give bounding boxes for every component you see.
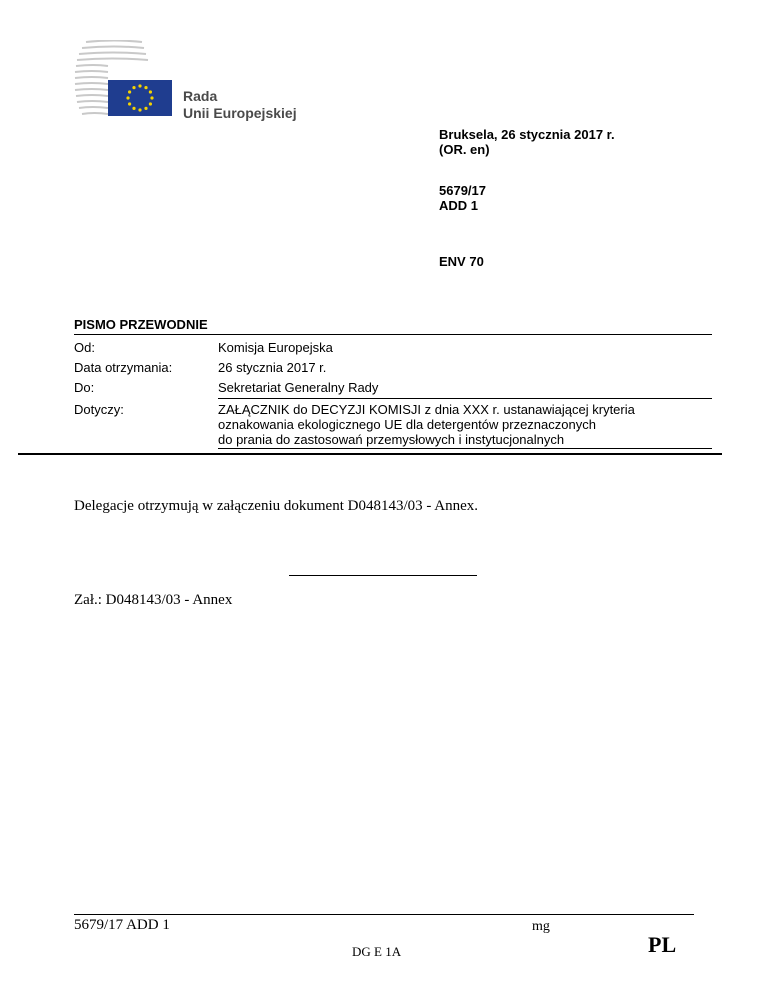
footer-initials: mg xyxy=(532,919,550,934)
council-name-line1: Rada xyxy=(183,88,218,104)
council-name-line2: Unii Europejskiej xyxy=(183,105,297,121)
subject-line: oznakowania ekologicznego UE dla detergentów przeznaczonych xyxy=(218,417,596,432)
footer-rule xyxy=(74,914,694,915)
row-from-value: Komisja Europejska xyxy=(218,340,333,355)
cover-note-title: PISMO PRZEWODNIE xyxy=(74,317,208,332)
header-doc-number: 5679/17 xyxy=(439,183,486,198)
divider xyxy=(18,453,722,455)
enclosure-text: Zał.: D048143/03 - Annex xyxy=(74,592,233,608)
row-received-label: Data otrzymania: xyxy=(74,360,173,375)
footer-language: PL xyxy=(648,932,677,957)
subject-line: ZAŁĄCZNIK do DECYZJI KOMISJI z dnia XXX r. ustanawiającej kryteria xyxy=(218,402,635,417)
row-from-label: Od: xyxy=(74,340,95,355)
footer-doc-code: 5679/17 ADD 1 xyxy=(74,917,170,933)
header-addendum: ADD 1 xyxy=(439,198,479,213)
row-subject-value xyxy=(218,402,635,447)
header-original-language: (OR. en) xyxy=(439,142,490,157)
body-text: Delegacje otrzymują w załączeniu dokument D048143/03 - Annex. xyxy=(74,498,479,514)
footer-dg: DG E 1A xyxy=(352,944,402,959)
row-subject-label: Dotyczy: xyxy=(74,402,124,417)
row-to-label: Do: xyxy=(74,380,95,395)
divider xyxy=(218,448,712,449)
council-name xyxy=(183,88,297,122)
header-doc-block xyxy=(439,183,486,213)
header-subject-code: ENV 70 xyxy=(439,254,484,269)
subject-line: do prania do zastosowań przemysłowych i instytucjonalnych xyxy=(218,432,565,447)
separator-line xyxy=(289,575,477,576)
header-date: Bruksela, 26 stycznia 2017 r. xyxy=(439,127,615,142)
divider xyxy=(218,398,712,399)
row-received-value: 26 stycznia 2017 r. xyxy=(218,360,327,375)
header-date-block xyxy=(439,127,615,157)
divider xyxy=(74,334,712,335)
row-to-value: Sekretariat Generalny Rady xyxy=(218,380,379,395)
